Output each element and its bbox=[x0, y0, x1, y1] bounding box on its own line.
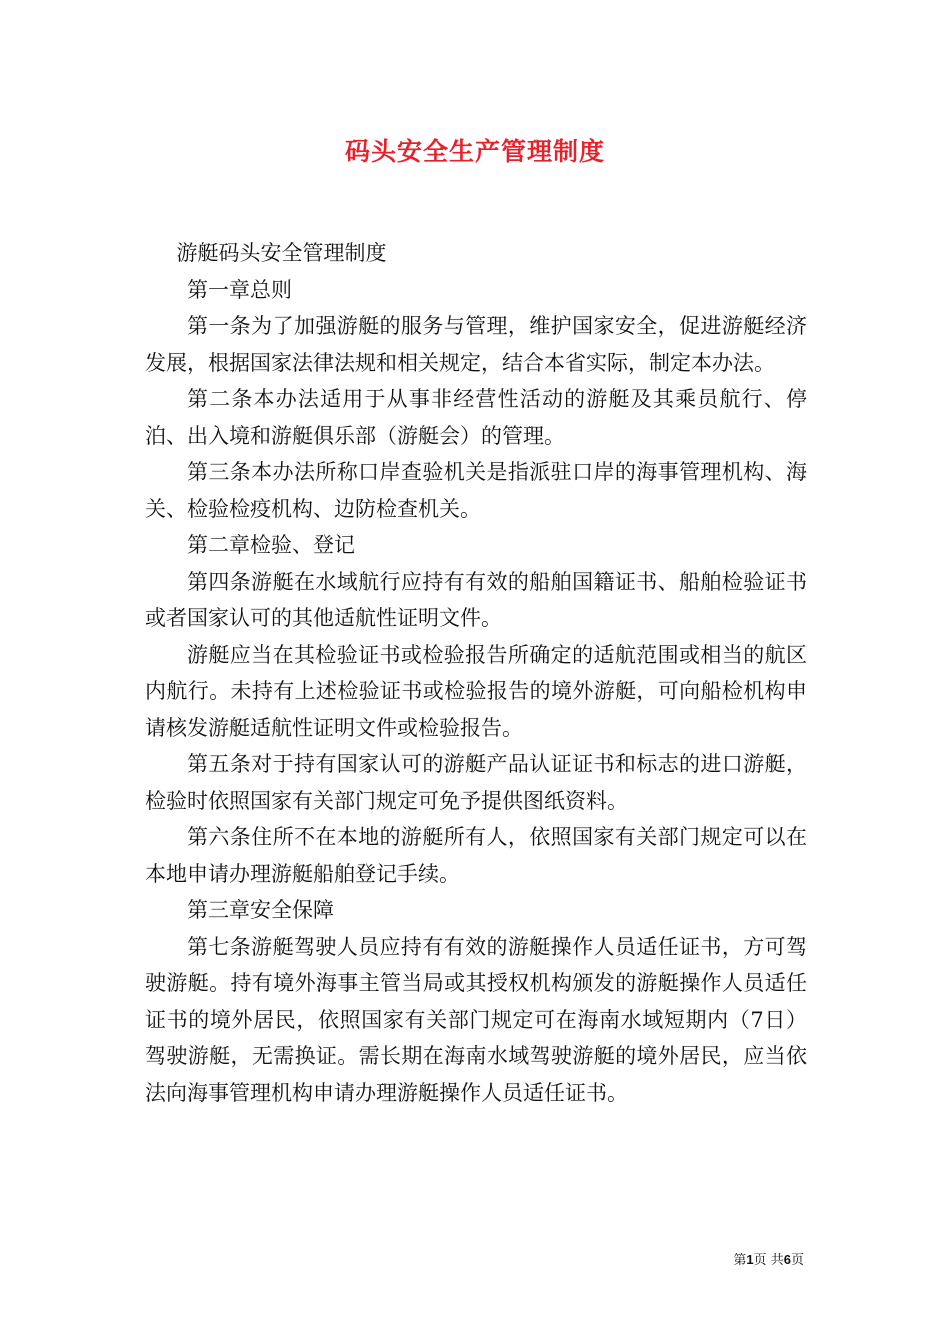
paragraph: 第四条游艇在水域航行应持有有效的船舶国籍证书、船舶检验证书或者国家认可的其他适航性证明文件。 bbox=[145, 569, 807, 630]
paragraph: 第六条住所不在本地的游艇所有人，依照国家有关部门规定可以在本地申请办理游艇船舶登记手续。 bbox=[145, 825, 807, 886]
total-page-number: 6 bbox=[783, 1252, 791, 1267]
footer-middle: 页 共 bbox=[753, 1253, 784, 1268]
paragraph: 第五条对于持有国家认可的游艇产品认证证书和标志的进口游艇，检验时依照国家有关部门规定可免予提供图纸资料。 bbox=[145, 752, 807, 813]
chapter-heading: 第一章总则 bbox=[187, 277, 292, 302]
paragraph: 游艇应当在其检验证书或检验报告所确定的适航范围或相当的航区内航行。未持有上述检验证书或检验报告的境外游艇，可向船检机构申请核发游艇适航性证明文件或检验报告。 bbox=[145, 642, 807, 740]
footer-suffix: 页 bbox=[790, 1253, 804, 1268]
document-body bbox=[145, 235, 807, 1111]
paragraph: 第二条本办法适用于从事非经营性活动的游艇及其乘员航行、停泊、出入境和游艇俱乐部（游艇会）的管理。 bbox=[145, 387, 807, 448]
document-title: 码头安全生产管理制度 bbox=[344, 137, 605, 166]
page-footer bbox=[733, 1249, 804, 1268]
paragraph: 第一条为了加强游艇的服务与管理，维护国家安全，促进游艇经济发展，根据国家法律法规和相关规定，结合本省实际，制定本办法。 bbox=[145, 314, 807, 375]
paragraph: 第三条本办法所称口岸查验机关是指派驻口岸的海事管理机构、海关、检验检疫机构、边防检查机关。 bbox=[145, 460, 807, 521]
chapter-heading: 第二章检验、登记 bbox=[187, 533, 355, 557]
paragraph-subtitle: 游艇码头安全管理制度 bbox=[176, 241, 387, 265]
current-page-number: 1 bbox=[746, 1252, 754, 1267]
footer-prefix: 第 bbox=[733, 1253, 747, 1268]
paragraph: 第七条游艇驾驶人员应持有有效的游艇操作人员适任证书，方可驾驶游艇。持有境外海事主管当局或其授权机构颁发的游艇操作人员适任证书的境外居民，依照国家有关部门规定可在海南水域短期内（7日）驾驶游艇，无需换证。需长期在海南水域驾驶游艇的境外居民，应当依法向海事管理机构申请办理游艇操作人员适任证书。 bbox=[145, 934, 807, 1105]
chapter-heading: 第三章安全保障 bbox=[187, 898, 334, 922]
